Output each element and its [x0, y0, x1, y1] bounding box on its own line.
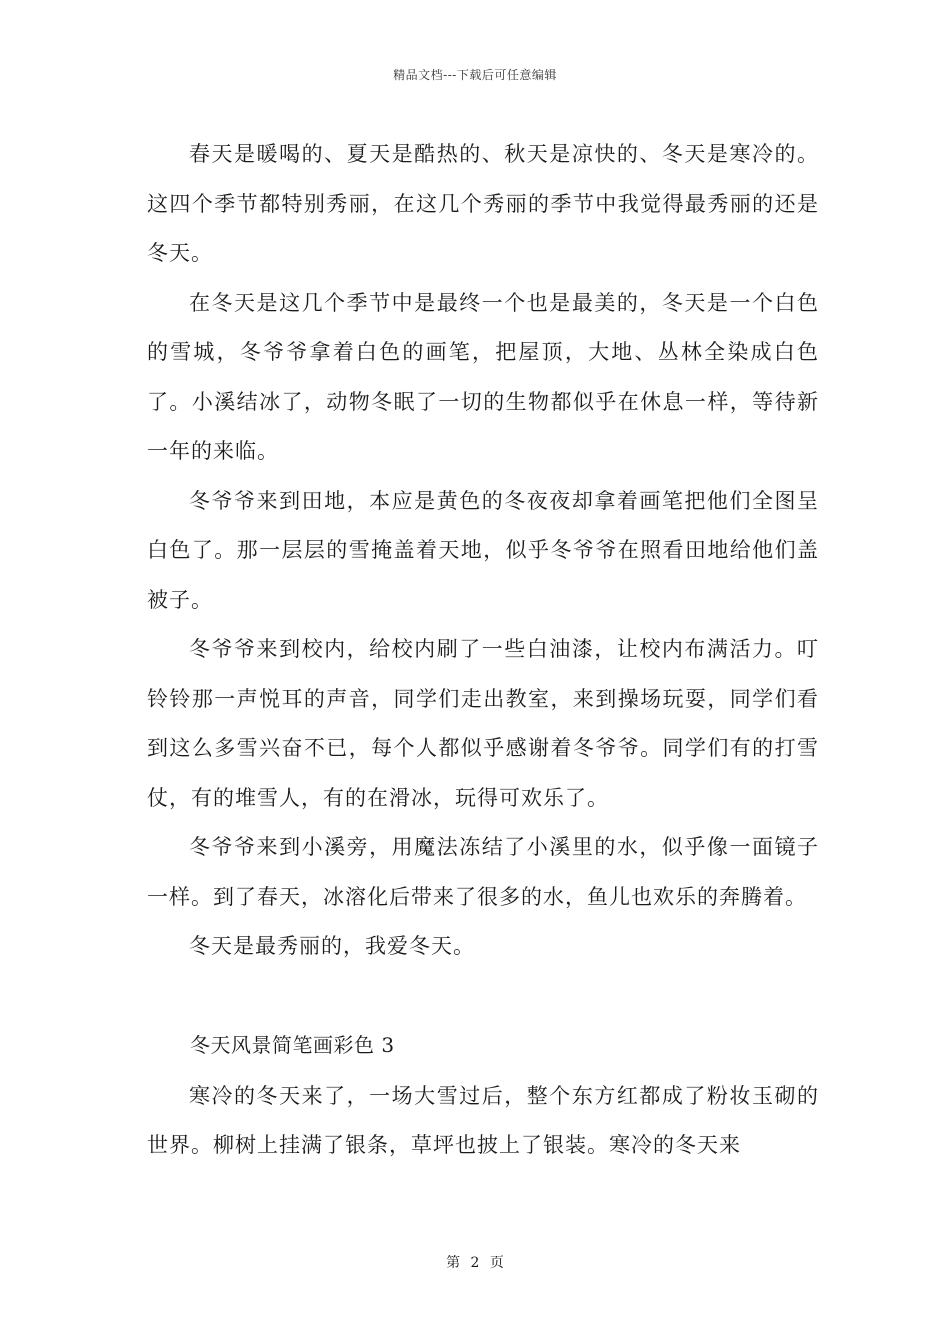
paragraph-3: 冬爷爷来到田地，本应是黄色的冬夜夜却拿着画笔把他们全图呈白色了。那一层层的雪掩盖着天地，似乎冬爷爷在照看田地给他们盖被子。 — [147, 488, 819, 612]
paragraph-2: 在冬天是这几个季节中是最终一个也是最美的，冬天是一个白色的雪城，冬爷爷拿着白色的画笔，把屋顶，大地、丛林全染成白色了。小溪结冰了，动物冬眠了一切的生物都似乎在休息一样，等待新一年的来临。 — [147, 290, 819, 463]
paragraph-4: 冬爷爷来到校内，给校内刷了一些白油漆，让校内布满活力。叮铃铃那一声悦耳的声音，同学们走出教室，来到操场玩耍，同学们看到这么多雪兴奋不已，每个人都似乎感谢着冬爷爷。同学们有的打雪仗，有的堆雪人，有的在滑冰，玩得可欢乐了。 — [147, 637, 819, 810]
paragraph-1: 春天是暖喝的、夏天是酷热的、秋天是凉快的、冬天是寒冷的。这四个季节都特别秀丽，在这几个秀丽的季节中我觉得最秀丽的还是冬天。 — [147, 142, 819, 265]
paragraph-6: 寒冷的冬天来了，一场大雪过后，整个东方红都成了粉妆玉砌的世界。柳树上挂满了银条，草坪也披上了银装。寒冷的冬天来 — [147, 1083, 819, 1157]
page-footer — [0, 1252, 950, 1272]
section-spacer — [147, 972, 819, 1018]
page-number-prefix: 第 — [446, 1255, 461, 1271]
page-header: 精品文档---下载后可任意编辑 — [393, 68, 557, 82]
section-subtitle: 冬天风景简笔画彩色 3 — [190, 1032, 395, 1057]
page-number: 2 — [470, 1255, 480, 1271]
paragraph-5: 冬爷爷来到小溪旁，用魔法冻结了小溪里的水，似乎像一面镜子一样。到了春天，冰溶化后带来了很多的水，鱼儿也欢乐的奔腾着。 — [147, 835, 819, 909]
page-number-suffix: 页 — [489, 1255, 504, 1271]
closing-line: 冬天是最秀丽的，我爱冬天。 — [189, 934, 475, 958]
document-body — [147, 130, 819, 1171]
